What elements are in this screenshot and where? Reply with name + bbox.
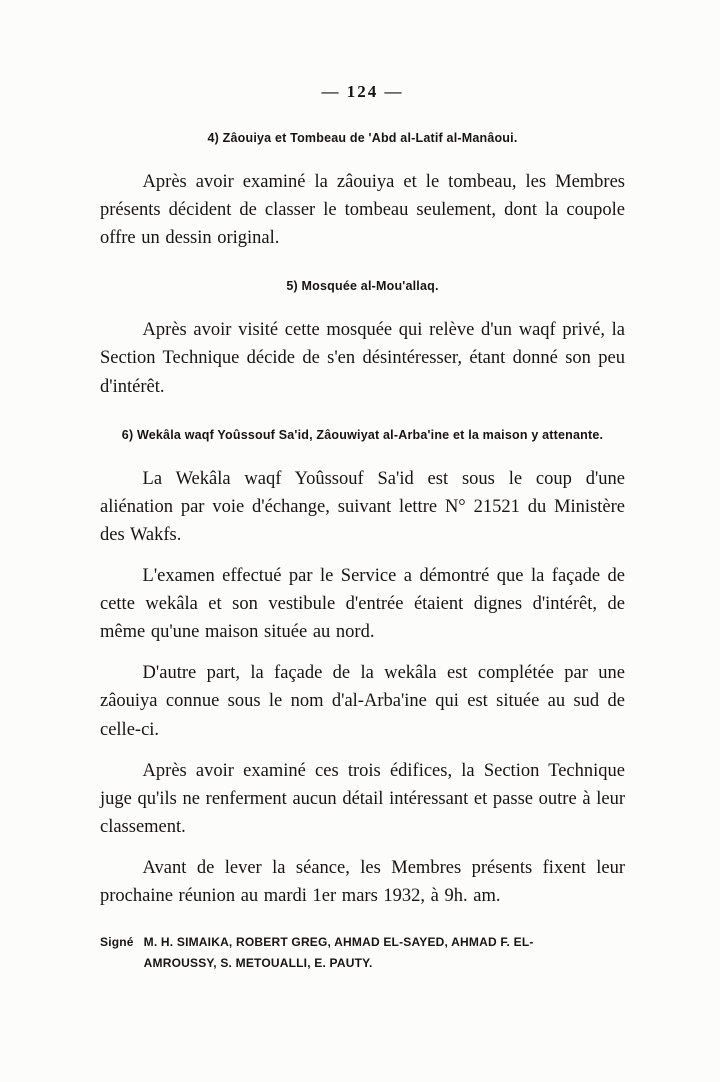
section-5 [100, 276, 625, 400]
paragraph: Après avoir examiné ces trois édifices, la Section Technique juge qu'ils ne renferment aucun détail intéressant et passe outre à leur classement. [100, 760, 625, 837]
paragraph: L'examen effectué par le Service a démontré que la façade de cette wekâla et son vestibule d'entrée étaient dignes d'intérêt, de même qu'une maison située au nord. [100, 565, 625, 643]
section-6-heading: 6) Wekâla waqf Yoûssouf Sa'id, Zâouwiyat al-Arba'ine et la maison y attenante. [121, 427, 604, 442]
paragraph: Avant de lever la séance, les Membres présents fixent leur prochaine réunion au mardi 1er mars 1932, à 9h. am. [100, 857, 625, 907]
page-number: — 124 — [321, 82, 404, 101]
paragraph: Après avoir visité cette mosquée qui relève d'un waqf privé, la Section Technique décide de s'en désintéresser, étant donné son peu d'intérêt. [100, 320, 625, 397]
section-4 [100, 128, 625, 252]
paragraph: Après avoir examiné la zâouiya et le tombeau, les Membres présents décident de classer le tombeau seulement, dont la coupole offre un dessin original. [100, 172, 625, 249]
paragraph: La Wekâla waqf Yoûssouf Sa'id est sous le coup d'une aliénation par voie d'échange, suivant lettre N° 21521 du Ministère des Wakfs. [100, 468, 625, 545]
section-6 [100, 425, 625, 911]
paragraph: D'autre part, la façade de la wekâla est complétée par une zâouiya connue sous le nom d'al-Arba'ine qui est située au sud de celle-ci. [100, 663, 625, 740]
signature-block [100, 932, 625, 973]
section-4-heading: 4) Zâouiya et Tombeau de 'Abd al-Latif al-Manâoui. [207, 131, 518, 145]
signature-label: Signé [100, 935, 134, 950]
section-5-heading: 5) Mosquée al-Mou'allaq. [286, 279, 439, 294]
signature-names: M. H. SIMAIKA, ROBERT GREG, AHMAD EL-SAYED, AHMAD F. EL-AMROUSSY, S. METOUALLI, E. PAUTY. [143, 935, 534, 970]
